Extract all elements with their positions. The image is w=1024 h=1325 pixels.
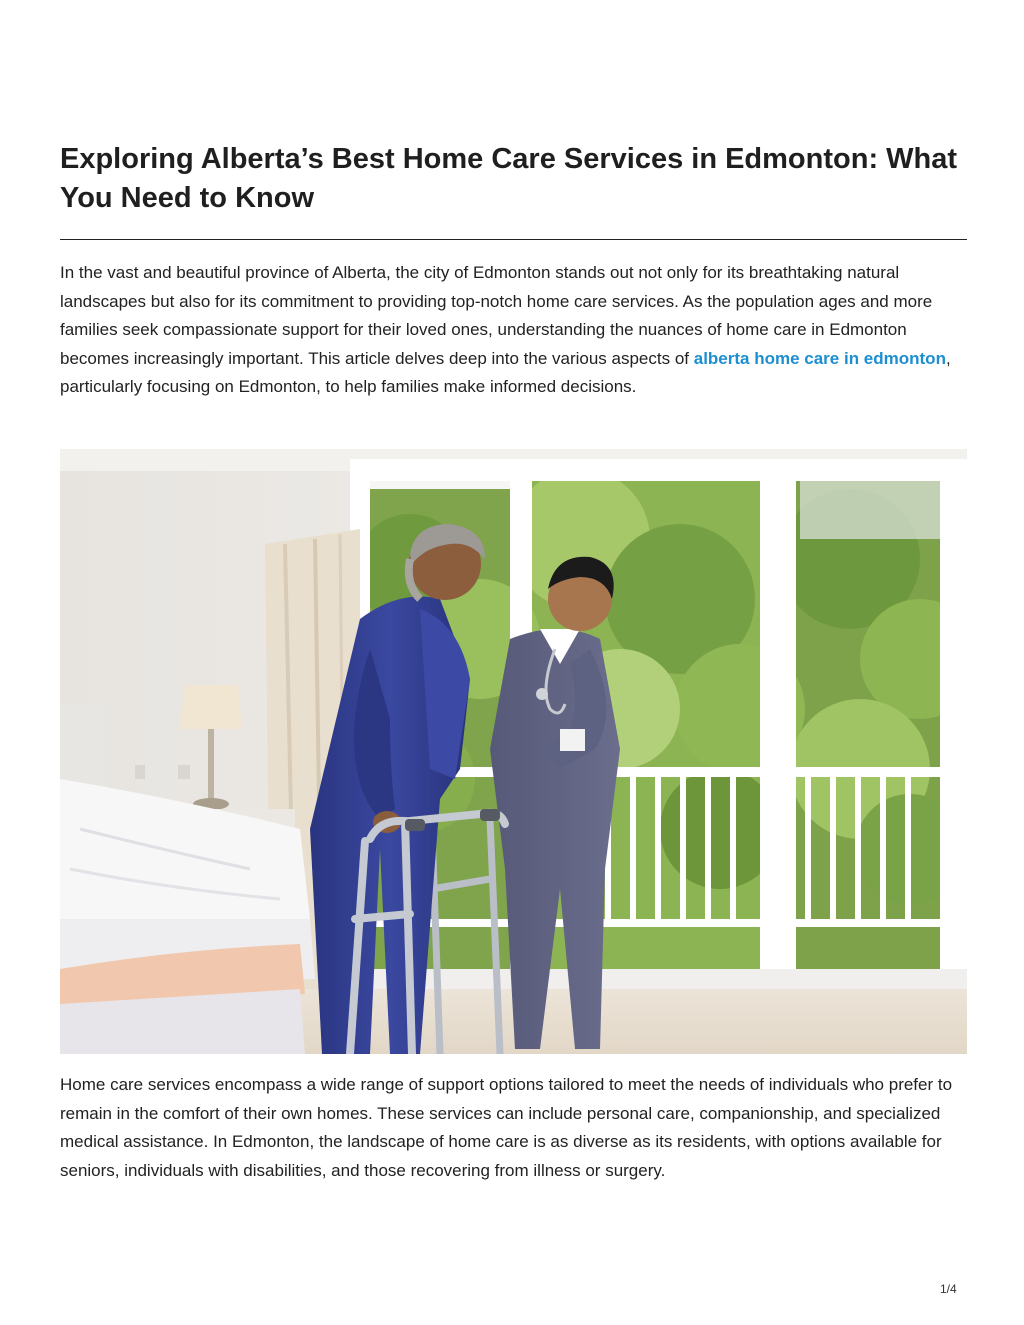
body-paragraph: Home care services encompass a wide range of support options tailored to meet the needs of individuals who prefer to remain in the comfort of their own homes. These services can include personal care, companionship, and specialized medical assistance. In Edmonton, the landscape of home care is as diverse as its residents, with options available for seniors, individuals with disabilities, and those recovering from illness or surgery. — [60, 1075, 953, 1180]
page-number: 1/4 — [940, 1282, 957, 1296]
article-title: Exploring Alberta’s Best Home Care Services in Edmonton: What You Need to Know — [60, 143, 958, 214]
title-divider — [60, 239, 967, 240]
intro-text-start: In the vast and beautiful province of Alberta, the city of Edmonton stands out not only for its breathtaking natural landscapes but also for its commitment to providing top-notch home care services. As the population ages and more families seek compassionate support for their loved ones, understanding the nuances of home care in Edmonton becomes increasingly important. This article delves deep into the various aspects of — [60, 263, 933, 368]
alberta-home-care-link[interactable]: alberta home care in edmonton — [693, 348, 946, 368]
article-photo-caregiver-with-senior — [60, 449, 967, 1054]
intro-text-end: , particularly focusing on Edmonton, to help families make informed decisions. — [60, 348, 951, 396]
intro-paragraph — [60, 259, 967, 402]
